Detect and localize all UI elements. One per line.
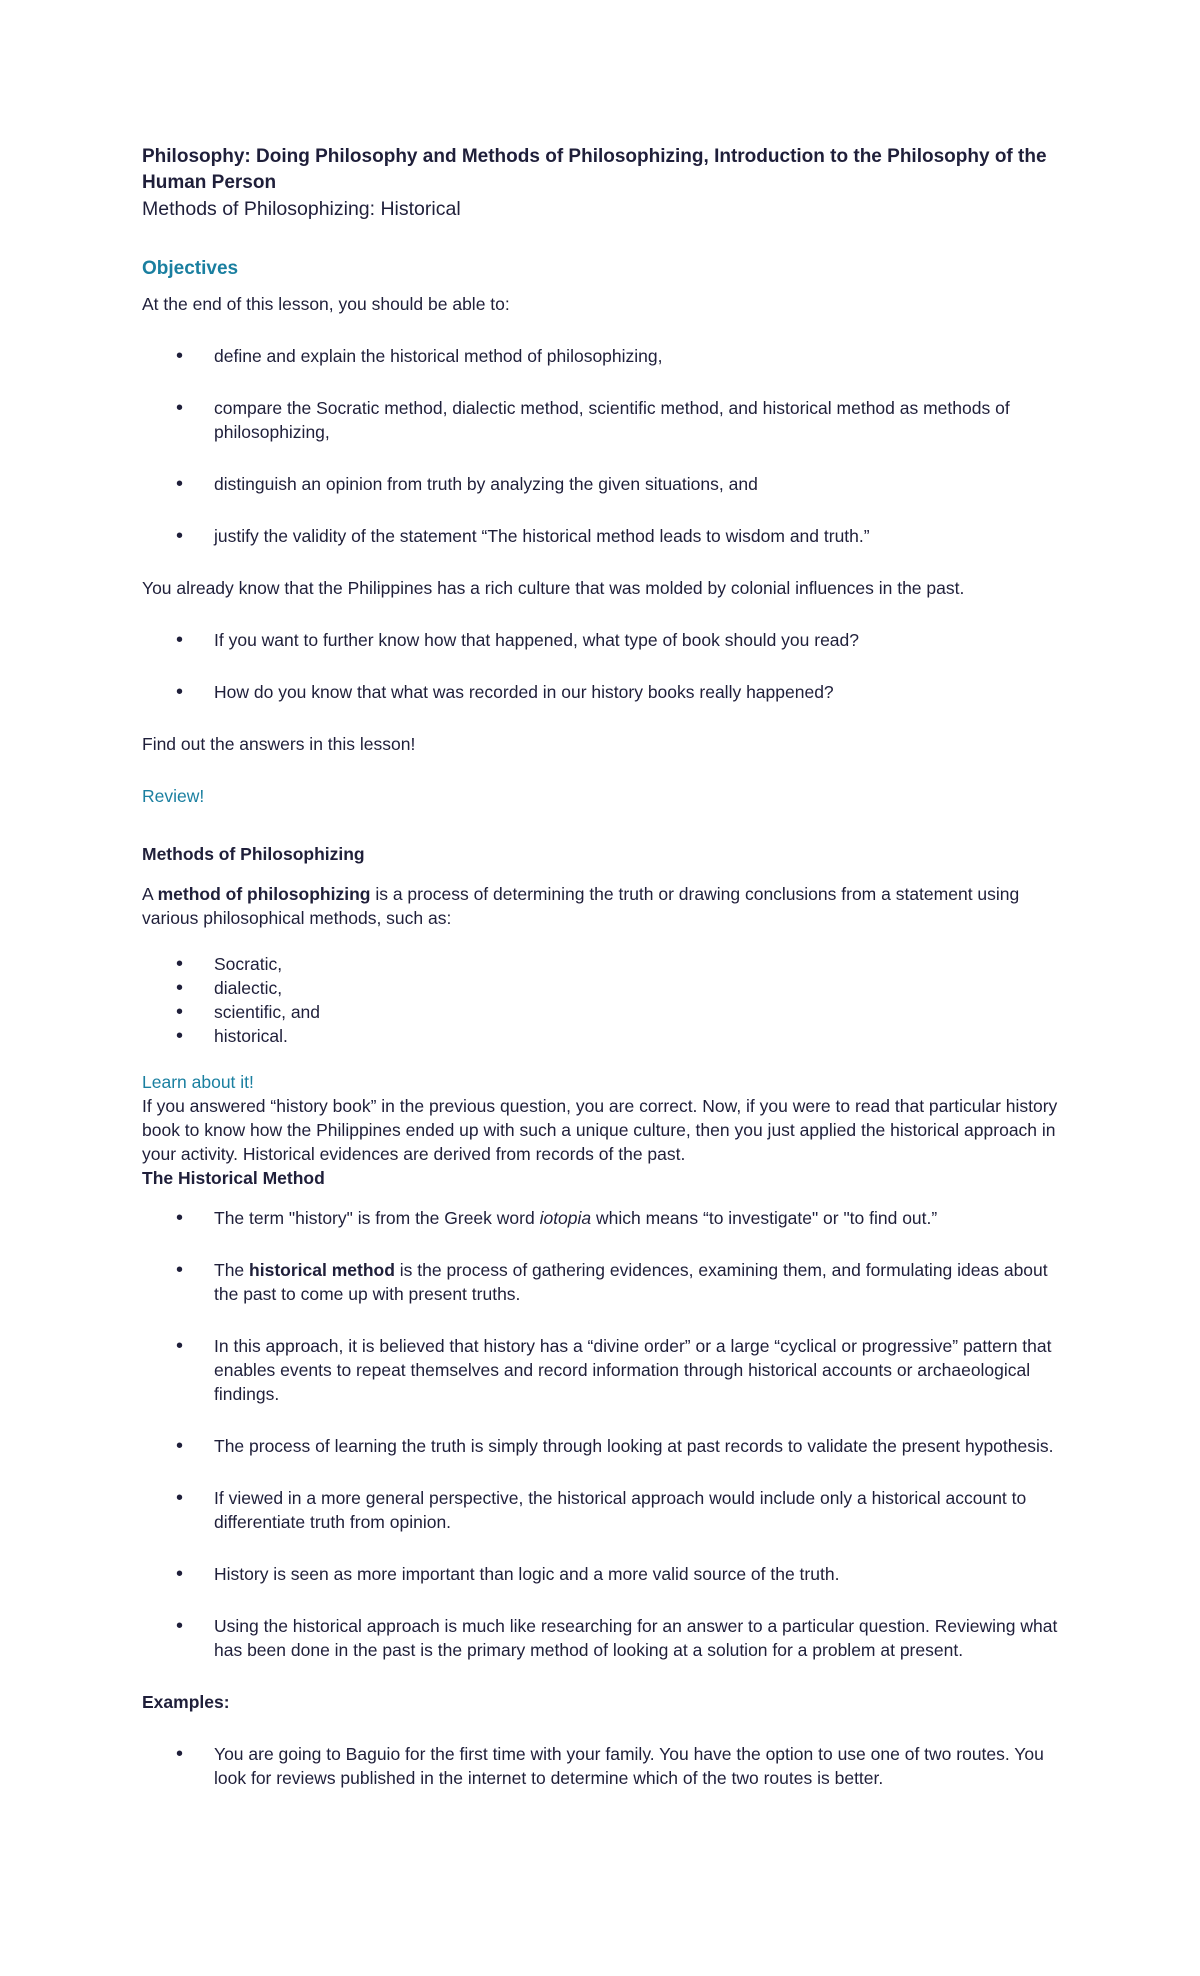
objectives-intro: At the end of this lesson, you should be able to: bbox=[142, 294, 510, 314]
methods-list bbox=[142, 952, 1067, 1048]
definition-prefix: A bbox=[142, 884, 158, 904]
point-text: The bbox=[214, 1260, 250, 1280]
examples-list bbox=[142, 1742, 1067, 1790]
list-item: • compare the Socratic method, dialectic method, scientific method, and historical method as methods of philosophizing, bbox=[142, 396, 1067, 444]
learn-paragraph: If you answered “history book” in the previous question, you are correct. Now, if you were to read that particular history book to know how the Philippines ended up with such a unique culture, then you just applied the historical approach in your activity. Historical evidences are derived from records of the past. bbox=[142, 1096, 1058, 1164]
methods-heading: Methods of Philosophizing bbox=[142, 844, 365, 864]
objectives-heading: Objectives bbox=[142, 258, 239, 279]
list-item: • You are going to Baguio for the first time with your family. You have the option to use one of two routes. You look for reviews published in the internet to determine which of the two routes is better. bbox=[142, 1742, 1067, 1790]
document-page bbox=[142, 144, 1067, 1790]
definition-text: is a process of determining the truth or drawing conclusions from a statement using various philosophical methods, such as: bbox=[142, 884, 1020, 928]
methods-definition bbox=[142, 882, 1067, 930]
examples-heading: Examples: bbox=[142, 1692, 230, 1712]
definition-term: method of philosophizing bbox=[157, 884, 371, 904]
list-item: • scientific, and bbox=[142, 1000, 1067, 1024]
list-item: • How do you know that what was recorded in our history books really happened? bbox=[142, 680, 1067, 704]
objectives-list bbox=[142, 344, 1067, 548]
list-item bbox=[142, 1258, 1067, 1306]
list-item: • historical. bbox=[142, 1024, 1067, 1048]
list-item: • define and explain the historical method of philosophizing, bbox=[142, 344, 1067, 368]
questions-list bbox=[142, 628, 1067, 704]
list-item: • The process of learning the truth is simply through looking at past records to validate the present hypothesis. bbox=[142, 1434, 1067, 1458]
point-term: historical method bbox=[249, 1260, 395, 1280]
list-item: • distinguish an opinion from truth by analyzing the given situations, and bbox=[142, 472, 1067, 496]
list-item: • If viewed in a more general perspective, the historical approach would include only a historical account to differentiate truth from opinion. bbox=[142, 1486, 1067, 1534]
find-out-text: Find out the answers in this lesson! bbox=[142, 734, 416, 754]
review-heading: Review! bbox=[142, 786, 205, 806]
historical-method-list bbox=[142, 1206, 1067, 1662]
greek-term: iotopia bbox=[539, 1208, 592, 1228]
list-item: • dialectic, bbox=[142, 976, 1067, 1000]
list-item bbox=[142, 1206, 1067, 1230]
list-item: • If you want to further know how that happened, what type of book should you read? bbox=[142, 628, 1067, 652]
list-item: • Socratic, bbox=[142, 952, 1067, 976]
point-text: is the process of gathering evidences, examining them, and formulating ideas about the past to come up with present truths. bbox=[214, 1260, 1048, 1304]
document-subtitle: Methods of Philosophizing: Historical bbox=[142, 198, 461, 220]
list-item: • History is seen as more important than logic and a more valid source of the truth. bbox=[142, 1562, 1067, 1586]
learn-heading: Learn about it! bbox=[142, 1072, 254, 1092]
document-title: Philosophy: Doing Philosophy and Methods of Philosophizing, Introduction to the Philosophy of the Human Person bbox=[142, 146, 1047, 193]
point-text: The term "history" is from the Greek word bbox=[214, 1208, 540, 1228]
list-item: • Using the historical approach is much like researching for an answer to a particular question. Reviewing what has been done in the past is the primary method of looking at a solution for a problem at present. bbox=[142, 1614, 1067, 1662]
historical-method-heading: The Historical Method bbox=[142, 1168, 325, 1188]
point-text: which means “to investigate" or "to find out.” bbox=[591, 1208, 938, 1228]
intro-paragraph: You already know that the Philippines has a rich culture that was molded by colonial influences in the past. bbox=[142, 578, 965, 598]
list-item: • In this approach, it is believed that history has a “divine order” or a large “cyclical or progressive” pattern that enables events to repeat themselves and record information through historical accounts or archaeological findings. bbox=[142, 1334, 1067, 1406]
list-item: • justify the validity of the statement “The historical method leads to wisdom and truth.” bbox=[142, 524, 1067, 548]
